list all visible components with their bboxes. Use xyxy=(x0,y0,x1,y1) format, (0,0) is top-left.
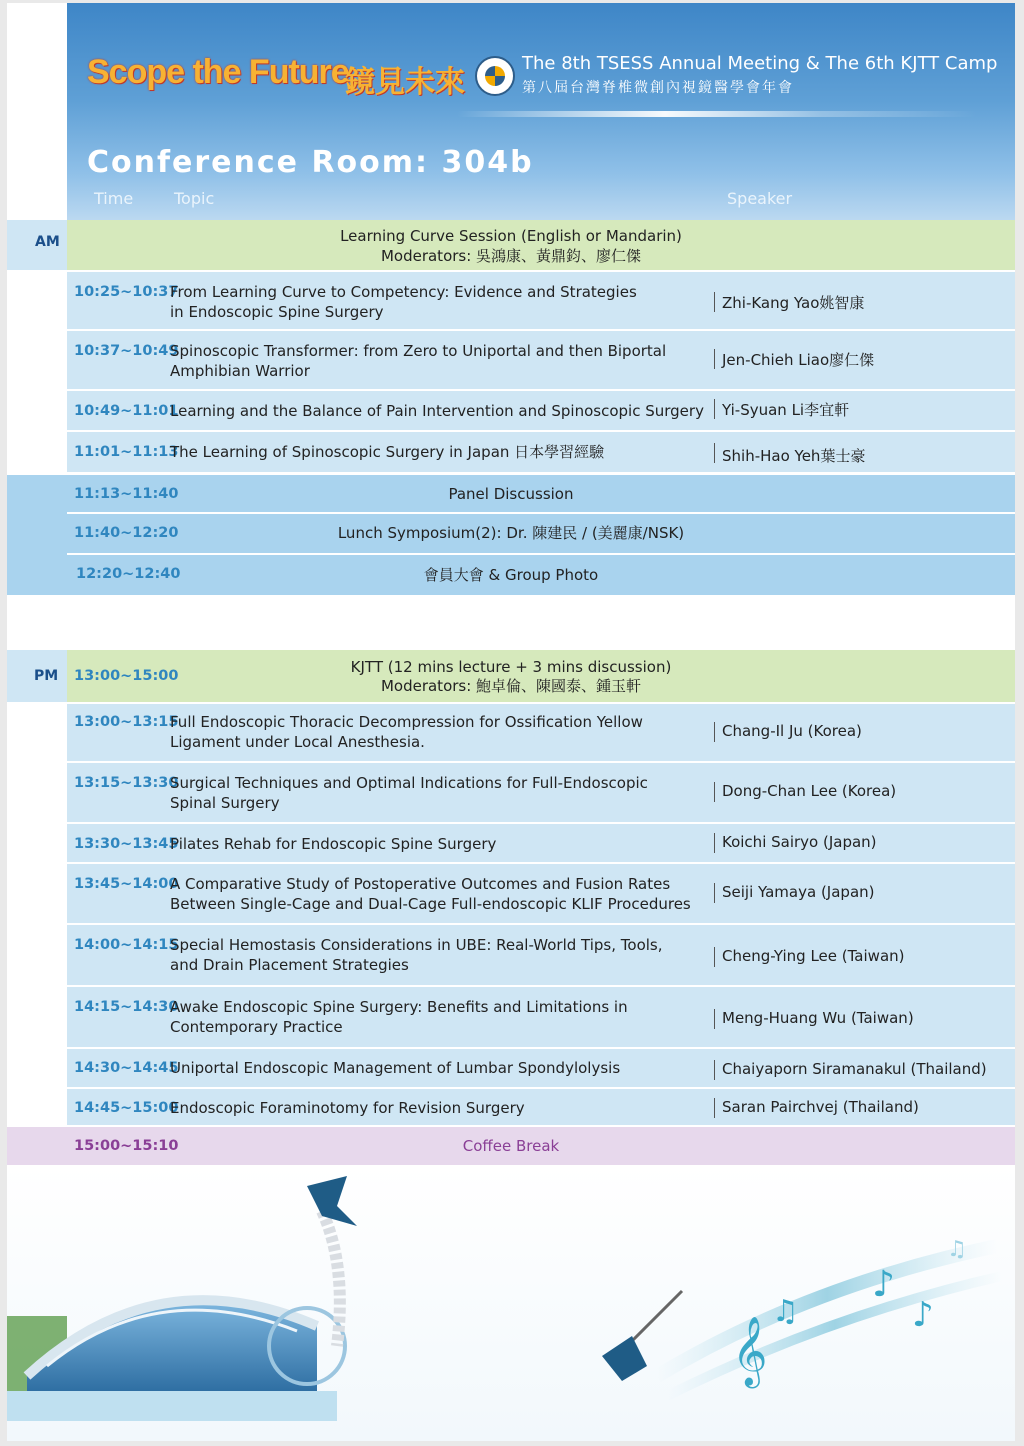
program-page xyxy=(7,3,1015,1441)
talk-topic-line2: Amphibian Warrior xyxy=(170,362,310,380)
talk-speaker: Koichi Sairyo (Japan) xyxy=(722,833,877,851)
talk-time: 14:00~14:15 xyxy=(74,937,179,953)
panel-time: 11:13~11:40 xyxy=(74,486,179,502)
talk-speaker: Seiji Yamaya (Japan) xyxy=(722,883,875,901)
talk-topic: Surgical Techniques and Optimal Indications for Full-Endoscopic xyxy=(170,774,648,792)
table-row xyxy=(67,824,1015,864)
table-row xyxy=(67,1049,1015,1089)
table-row xyxy=(67,391,1015,432)
pm-label: PM xyxy=(34,668,59,684)
talk-topic-line2: Contemporary Practice xyxy=(170,1018,343,1036)
column-divider xyxy=(714,833,715,853)
table-row xyxy=(67,270,1015,331)
table-row xyxy=(67,432,1015,474)
talk-topic: A Comparative Study of Postoperative Outcomes and Fusion Rates xyxy=(170,875,671,893)
talk-topic: From Learning Curve to Competency: Evidence and Strategies xyxy=(170,283,637,301)
brand-title-zh: 鏡見未來 xyxy=(345,65,465,100)
table-row xyxy=(67,1089,1015,1127)
column-divider xyxy=(714,947,715,967)
svg-text:♫: ♫ xyxy=(947,1237,967,1262)
svg-text:♪: ♪ xyxy=(872,1264,895,1305)
coffee-time: 15:00~15:10 xyxy=(74,1138,179,1154)
table-row xyxy=(67,864,1015,925)
pm-session-header xyxy=(67,650,1015,702)
column-divider xyxy=(714,1060,715,1080)
music-notes-icon xyxy=(657,1237,1002,1396)
svg-text:♫: ♫ xyxy=(772,1294,799,1329)
talk-topic: The Learning of Spinoscopic Surgery in Japan 日本學習經驗 xyxy=(170,443,605,461)
talk-topic-line2: Ligament under Local Anesthesia. xyxy=(170,733,425,751)
talk-time: 10:49~11:01 xyxy=(74,403,179,419)
lunch-time: 11:40~12:20 xyxy=(74,525,179,541)
talk-speaker: Chaiyaporn Siramanakul (Thailand) xyxy=(722,1060,987,1078)
panel-label: Panel Discussion xyxy=(448,485,574,503)
svg-text:♪: ♪ xyxy=(912,1295,934,1335)
session-title: Learning Curve Session (English or Mandarin) xyxy=(340,227,682,245)
talk-time: 11:01~11:13 xyxy=(74,444,179,460)
table-row xyxy=(67,702,1015,763)
society-logo-icon xyxy=(475,56,515,96)
talk-topic-line2: in Endoscopic Spine Surgery xyxy=(170,303,384,321)
talk-topic-line2: Spinal Surgery xyxy=(170,794,280,812)
coffee-break-row xyxy=(67,1127,1015,1165)
column-divider xyxy=(714,292,715,312)
table-row xyxy=(67,987,1015,1049)
session-title: KJTT (12 mins lecture + 3 mins discussion) xyxy=(350,658,672,676)
am-session-header xyxy=(67,220,1015,270)
meeting-time: 12:20~12:40 xyxy=(76,566,181,582)
brand-title: Scope the Future xyxy=(87,53,349,91)
talk-topic: Full Endoscopic Thoracic Decompression for Ossification Yellow xyxy=(170,713,643,731)
column-divider xyxy=(714,1009,715,1029)
am-side-band-lower xyxy=(7,475,67,595)
talk-speaker: Shih-Hao Yeh葉士豪 xyxy=(722,447,866,465)
convention-center-icon xyxy=(7,1300,345,1421)
talk-topic: Pilates Rehab for Endoscopic Spine Surgery xyxy=(170,835,497,853)
session-moderators: Moderators: 吳鴻康、黃鼎鈞、廖仁傑 xyxy=(380,247,642,265)
panel-row xyxy=(67,475,1015,514)
lunch-row xyxy=(67,514,1015,555)
table-row xyxy=(67,331,1015,391)
session-moderators: Moderators: 鮑卓倫、陳國泰、鍾玉軒 xyxy=(380,677,642,695)
talk-speaker: Jen-Chieh Liao廖仁傑 xyxy=(722,351,875,369)
column-divider xyxy=(714,722,715,742)
column-divider xyxy=(714,349,715,369)
talk-time: 10:37~10:49 xyxy=(74,343,179,359)
footer-artwork xyxy=(7,1166,1015,1441)
column-header-topic: Topic xyxy=(174,189,215,208)
coffee-label: Coffee Break xyxy=(462,1137,560,1155)
talk-topic-line2: and Drain Placement Strategies xyxy=(170,956,409,974)
meeting-label: 會員大會 & Group Photo xyxy=(423,566,599,584)
footer-illustration xyxy=(7,1166,1015,1441)
am-label: AM xyxy=(35,234,60,250)
talk-topic: Endoscopic Foraminotomy for Revision Surgery xyxy=(170,1099,525,1117)
session-time: 13:00~15:00 xyxy=(74,668,179,684)
meeting-title-en: The 8th TSESS Annual Meeting & The 6th KJTT Camp xyxy=(522,53,998,74)
talk-time: 10:25~10:37 xyxy=(74,284,179,300)
column-header-speaker: Speaker xyxy=(727,189,793,208)
talk-time: 13:45~14:00 xyxy=(74,876,179,892)
decorative-swoosh xyxy=(457,111,977,117)
talk-speaker: Chang-Il Ju (Korea) xyxy=(722,722,862,740)
talk-speaker: Dong-Chan Lee (Korea) xyxy=(722,782,897,800)
talk-speaker: Yi-Syuan Li李宜軒 xyxy=(722,401,850,419)
talk-time: 14:15~14:30 xyxy=(74,999,179,1015)
table-row xyxy=(67,763,1015,824)
column-divider xyxy=(714,399,715,419)
column-divider xyxy=(714,782,715,802)
column-header-time: Time xyxy=(94,189,134,208)
talk-time: 13:00~13:15 xyxy=(74,714,179,730)
talk-topic: Awake Endoscopic Spine Surgery: Benefits and Limitations in xyxy=(170,998,628,1016)
svg-text:𝄞: 𝄞 xyxy=(732,1316,768,1386)
talk-time: 14:45~15:00 xyxy=(74,1100,179,1116)
talk-topic: Special Hemostasis Considerations in UBE: Real-World Tips, Tools, xyxy=(170,936,663,954)
column-divider xyxy=(714,443,715,463)
talk-speaker: Saran Pairchvej (Thailand) xyxy=(722,1098,919,1116)
talk-speaker: Zhi-Kang Yao姚智康 xyxy=(722,294,865,312)
pm-side-band-lower xyxy=(7,1127,67,1165)
room-title: Conference Room: 304b xyxy=(87,145,534,180)
talk-time: 14:30~14:45 xyxy=(74,1060,179,1076)
talk-speaker: Cheng-Ying Lee (Taiwan) xyxy=(722,947,905,965)
talk-time: 13:15~13:30 xyxy=(74,775,179,791)
talk-topic-line2: Between Single-Cage and Dual-Cage Full-endoscopic KLIF Procedures xyxy=(170,895,691,913)
talk-topic: Uniportal Endoscopic Management of Lumbar Spondylolysis xyxy=(170,1059,621,1077)
lunch-label: Lunch Symposium(2): Dr. 陳建民 / (美麗康/NSK) xyxy=(337,524,685,542)
column-divider xyxy=(714,1098,715,1118)
talk-topic: Spinoscopic Transformer: from Zero to Uniportal and then Biportal xyxy=(170,342,667,360)
talk-time: 13:30~13:45 xyxy=(74,836,179,852)
table-row xyxy=(67,925,1015,987)
meeting-row xyxy=(67,555,1015,595)
talk-speaker: Meng-Huang Wu (Taiwan) xyxy=(722,1009,914,1027)
meeting-title-zh: 第八屆台灣脊椎微創內視鏡醫學會年會 xyxy=(522,80,794,96)
column-divider xyxy=(714,883,715,903)
talk-topic: Learning and the Balance of Pain Intervention and Spinoscopic Surgery xyxy=(170,402,704,420)
